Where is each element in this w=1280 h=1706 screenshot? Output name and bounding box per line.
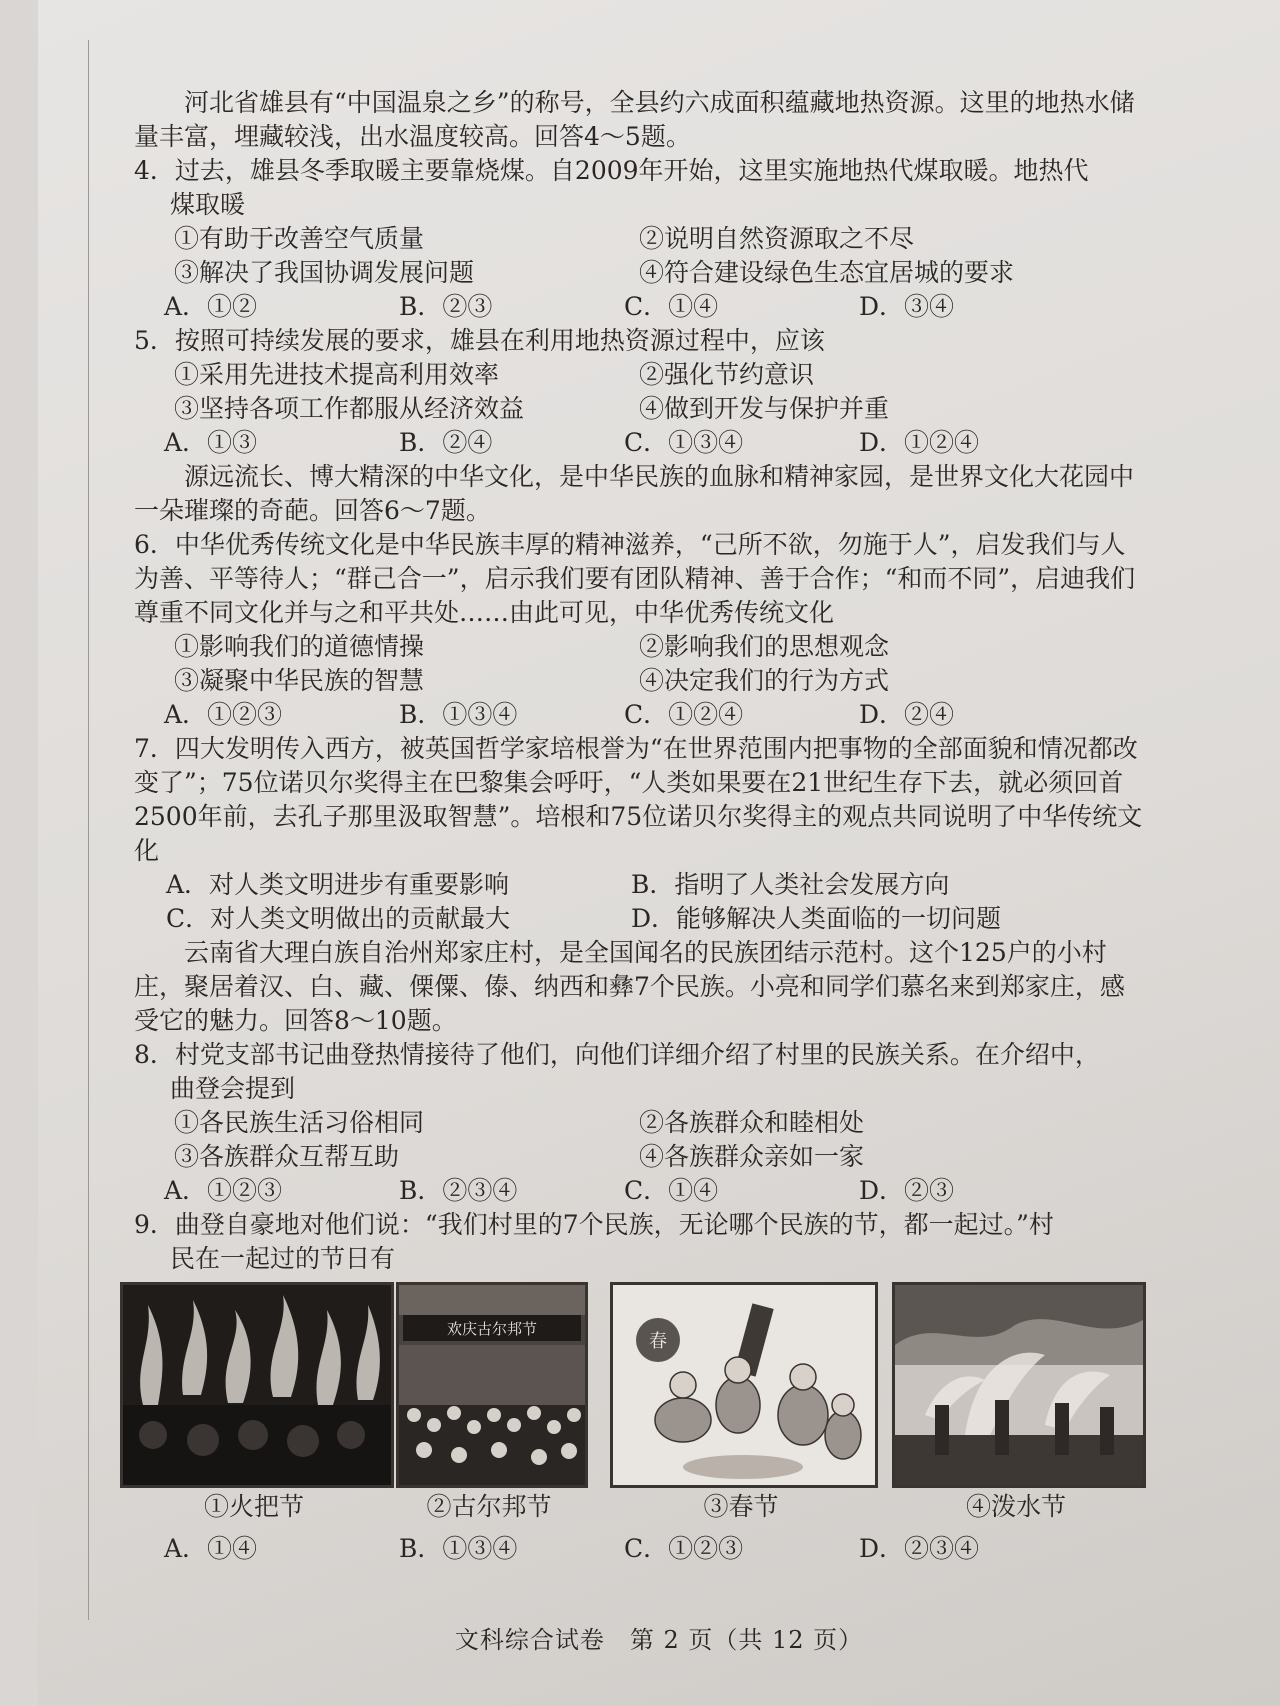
answer-c: C．①②③ — [624, 1534, 744, 1563]
option-2: ②说明自然资源取之不尽 — [639, 224, 915, 253]
option-2: ②影响我们的思想观念 — [639, 632, 890, 661]
option-3: ③凝聚中华民族的智慧 — [174, 666, 425, 695]
answer-c: C．①②④ — [624, 700, 744, 729]
answer-a: A．①②③ — [164, 700, 283, 729]
answer-b: B．②③ — [399, 292, 493, 321]
question-4 — [134, 154, 1144, 324]
option-4: ④决定我们的行为方式 — [639, 666, 890, 695]
question-8-options — [134, 1106, 1144, 1174]
answer-d: D．③④ — [859, 292, 955, 321]
answer-d: D．②④ — [859, 700, 955, 729]
caption-2: ②古尔邦节 — [426, 1492, 552, 1521]
answer-b: B．①③④ — [399, 1534, 518, 1563]
question-8-answers — [134, 1174, 1144, 1208]
question-5-options — [134, 358, 1144, 426]
banner-text: 欢庆古尔邦节 — [446, 1320, 538, 1338]
binding-margin-line — [88, 40, 89, 1620]
answer-a: A．①② — [164, 292, 258, 321]
intro-4-5: 河北省雄县有“中国温泉之乡”的称号，全县约六成面积蕴藏地热资源。这里的地热水储量丰富，埋藏较浅，出水温度较高。回答4～5题。 — [134, 88, 1135, 151]
answer-c: C．①③④ — [624, 428, 744, 457]
option-1: ①影响我们的道德情操 — [174, 632, 425, 661]
answer-a: A．①③ — [164, 428, 258, 457]
answer-a: A．对人类文明进步有重要影响 — [166, 870, 510, 899]
caption-1: ①火把节 — [203, 1492, 304, 1521]
option-3: ③坚持各项工作都服从经济效益 — [174, 394, 525, 423]
option-1: ①各民族生活习俗相同 — [174, 1108, 425, 1137]
spring-festival-illustration — [610, 1282, 878, 1488]
question-6-stem: 6．中华优秀传统文化是中华民族丰厚的精神滋养，“己所不欲，勿施于人”，启发我们与人为善、平等待人；“群己合一”，启示我们要有团队精神、善于合作；“和而不同”，启迪我们尊重不同文化并与之和平共处……由此可见，中华优秀传统文化 — [134, 530, 1136, 627]
answer-c: C．①④ — [624, 1176, 719, 1205]
question-9-stem: 9．曲登自豪地对他们说：“我们村里的7个民族，无论哪个民族的节，都一起过。”村 — [134, 1210, 1054, 1239]
question-8-stem-cont: 曲登会提到 — [170, 1074, 296, 1103]
option-3: ③解决了我国协调发展问题 — [174, 258, 475, 287]
option-4: ④做到开发与保护并重 — [639, 394, 890, 423]
eid-festival-photo — [396, 1282, 588, 1488]
answer-b: B．①③④ — [399, 700, 518, 729]
question-4-answers — [134, 290, 1144, 324]
option-1: ①有助于改善空气质量 — [174, 224, 425, 253]
caption-4: ④泼水节 — [965, 1492, 1066, 1521]
question-9-stem-cont: 民在一起过的节日有 — [170, 1244, 396, 1273]
option-4: ④各族群众亲如一家 — [639, 1142, 865, 1171]
answer-b: B．②④ — [399, 428, 493, 457]
option-4: ④符合建设绿色生态宜居城的要求 — [639, 258, 1015, 287]
question-4-options — [134, 222, 1144, 290]
option-2: ②各族群众和睦相处 — [639, 1108, 865, 1137]
answer-c: C．①④ — [624, 292, 719, 321]
answer-d: D．②③④ — [859, 1534, 980, 1563]
answer-b: B．②③④ — [399, 1176, 518, 1205]
answer-d: D．②③ — [859, 1176, 955, 1205]
answer-d: D．能够解决人类面临的一切问题 — [631, 904, 1002, 933]
option-2: ②强化节约意识 — [639, 360, 815, 389]
question-4-stem-cont: 煤取暖 — [170, 190, 246, 219]
intro-8-10: 云南省大理白族自治州郑家庄村，是全国闻名的民族团结示范村。这个125户的小村庄，聚居着汉、白、藏、傈僳、傣、纳西和彝7个民族。小亮和同学们慕名来到郑家庄，感受它的魅力。回答8～10题。 — [134, 938, 1125, 1035]
answer-b: B．指明了人类社会发展方向 — [631, 870, 950, 899]
torch-festival-photo — [120, 1282, 394, 1488]
answer-c: C．对人类文明做出的贡献最大 — [166, 904, 511, 933]
exam-content — [134, 86, 1144, 1566]
option-1: ①采用先进技术提高利用效率 — [174, 360, 500, 389]
exam-page — [38, 0, 1280, 1706]
page-footer: 文科综合试卷 第 2 页（共 12 页） — [454, 1626, 864, 1654]
question-6 — [134, 528, 1144, 732]
question-5-answers — [134, 426, 1144, 460]
question-6-answers — [134, 698, 1144, 732]
question-9 — [134, 1208, 1144, 1566]
question-6-options — [134, 630, 1144, 698]
question-8-stem: 8．村党支部书记曲登热情接待了他们，向他们详细介绍了村里的民族关系。在介绍中， — [134, 1040, 1100, 1069]
question-4-stem: 4．过去，雄县冬季取暖主要靠烧煤。自2009年开始，这里实施地热代煤取暖。地热代 — [134, 156, 1089, 185]
question-7-options — [134, 868, 1144, 936]
question-5 — [134, 324, 1144, 460]
option-3: ③各族群众互帮互助 — [174, 1142, 400, 1171]
question-7-stem: 7．四大发明传入西方，被英国哲学家培根誉为“在世界范围内把事物的全部面貌和情况都改变了”；75位诺贝尔奖得主在巴黎集会呼吁，“人类如果要在21世纪生存下去，就必须回首2500年前，去孔子那里汲取智慧”。培根和75位诺贝尔奖得主的观点共同说明了中华传统文化 — [134, 734, 1143, 865]
water-festival-photo — [892, 1282, 1146, 1488]
lantern-text: 春 — [649, 1331, 667, 1352]
question-7 — [134, 732, 1144, 936]
answer-a: A．①④ — [164, 1534, 258, 1563]
question-8 — [134, 1038, 1144, 1208]
caption-3: ③春节 — [703, 1492, 779, 1521]
festival-photos — [134, 1282, 1144, 1521]
answer-a: A．①②③ — [164, 1176, 283, 1205]
intro-6-7: 源远流长、博大精深的中华文化，是中华民族的血脉和精神家园，是世界文化大花园中一朵璀璨的奇葩。回答6～7题。 — [134, 462, 1135, 525]
question-9-answers — [134, 1532, 1144, 1566]
question-5-stem: 5．按照可持续发展的要求，雄县在利用地热资源过程中，应该 — [134, 326, 825, 355]
answer-d: D．①②④ — [859, 428, 980, 457]
